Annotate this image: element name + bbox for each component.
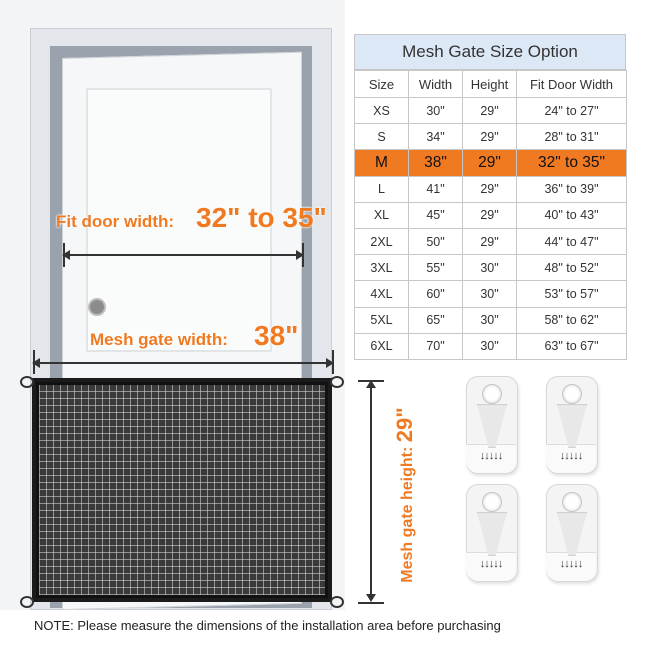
cell-height: 29"	[463, 98, 517, 124]
down-arrows-icon: ↓↓↓↓↓	[559, 558, 583, 570]
gate-strap-top-left	[20, 376, 34, 388]
cell-size: 3XL	[355, 255, 409, 281]
screw-icon	[482, 384, 502, 404]
cell-size: S	[355, 124, 409, 150]
cell-fit-door-width: 32" to 35"	[517, 150, 627, 176]
size-table-title: Mesh Gate Size Option	[354, 34, 626, 70]
gate-width-tick-left	[33, 350, 35, 374]
down-arrows-icon: ↓↓↓↓↓	[479, 450, 503, 462]
cell-size: XS	[355, 98, 409, 124]
table-row	[355, 333, 627, 359]
adhesive-hook-2	[542, 376, 600, 472]
fit-door-width-label: Fit door width:	[56, 212, 175, 231]
cell-height: 30"	[463, 281, 517, 307]
header-fit-door-width: Fit Door Width	[517, 71, 627, 98]
size-table	[354, 34, 626, 360]
screw-icon	[562, 492, 582, 512]
header-width: Width	[409, 71, 463, 98]
cell-fit-door-width: 48" to 52"	[517, 255, 627, 281]
gate-strap-bottom-right	[330, 596, 344, 608]
table-row	[355, 124, 627, 150]
mesh-gate-height-value: 29"	[392, 407, 417, 443]
cell-height: 29"	[463, 124, 517, 150]
fit-door-width-value: 32" to 35"	[196, 202, 327, 233]
cell-fit-door-width: 28" to 31"	[517, 124, 627, 150]
adhesive-hook-3	[462, 484, 520, 580]
cell-fit-door-width: 36" to 39"	[517, 176, 627, 202]
cell-fit-door-width: 24" to 27"	[517, 98, 627, 124]
cell-fit-door-width: 40" to 43"	[517, 202, 627, 228]
cell-size: 6XL	[355, 333, 409, 359]
header-height: Height	[463, 71, 517, 98]
cell-size: M	[355, 150, 409, 176]
gate-height-tick-top	[358, 380, 384, 382]
screw-icon	[562, 384, 582, 404]
mesh-gate-width-value: 38"	[254, 320, 299, 351]
table-row	[355, 255, 627, 281]
fit-width-line	[64, 254, 302, 256]
adhesive-hook-1	[462, 376, 520, 472]
gate-strap-top-right	[330, 376, 344, 388]
fit-width-tick-right	[302, 243, 304, 267]
cell-fit-door-width: 44" to 47"	[517, 228, 627, 254]
cell-fit-door-width: 58" to 62"	[517, 307, 627, 333]
mesh-gate-width-label: Mesh gate width:	[90, 330, 228, 349]
cell-width: 41"	[409, 176, 463, 202]
door-knob	[88, 298, 106, 316]
mesh-gate	[32, 378, 332, 602]
table-header-row	[355, 71, 627, 98]
gate-strap-bottom-left	[20, 596, 34, 608]
cell-height: 29"	[463, 176, 517, 202]
cell-size: 2XL	[355, 228, 409, 254]
cell-width: 70"	[409, 333, 463, 359]
gate-height-arrow-down	[366, 594, 376, 602]
cell-height: 30"	[463, 307, 517, 333]
table-row	[355, 176, 627, 202]
down-arrows-icon: ↓↓↓↓↓	[479, 558, 503, 570]
cell-fit-door-width: 53" to 57"	[517, 281, 627, 307]
gate-height-tick-bottom	[358, 602, 384, 604]
size-table-grid	[354, 70, 627, 360]
measure-note: NOTE: Please measure the dimensions of the installation area before purchasing	[34, 618, 501, 633]
cell-height: 30"	[463, 255, 517, 281]
cell-width: 55"	[409, 255, 463, 281]
table-row	[355, 307, 627, 333]
cell-width: 38"	[409, 150, 463, 176]
cell-width: 30"	[409, 98, 463, 124]
table-row	[355, 150, 627, 176]
gate-width-tick-right	[332, 350, 334, 374]
mesh-gate-height-label: Mesh gate height:	[399, 446, 416, 583]
cell-size: L	[355, 176, 409, 202]
screw-icon	[482, 492, 502, 512]
gate-height-line	[370, 382, 372, 600]
cell-height: 29"	[463, 228, 517, 254]
cell-size: XL	[355, 202, 409, 228]
fit-width-tick-left	[63, 243, 65, 267]
table-row	[355, 202, 627, 228]
table-row	[355, 98, 627, 124]
table-row	[355, 228, 627, 254]
cell-height: 29"	[463, 150, 517, 176]
cell-width: 65"	[409, 307, 463, 333]
down-arrows-icon: ↓↓↓↓↓	[559, 450, 583, 462]
cell-height: 29"	[463, 202, 517, 228]
cell-size: 4XL	[355, 281, 409, 307]
cell-width: 50"	[409, 228, 463, 254]
cell-fit-door-width: 63" to 67"	[517, 333, 627, 359]
table-row	[355, 281, 627, 307]
header-size: Size	[355, 71, 409, 98]
cell-width: 60"	[409, 281, 463, 307]
gate-width-line	[34, 362, 332, 364]
adhesive-hook-4	[542, 484, 600, 580]
cell-size: 5XL	[355, 307, 409, 333]
mesh-netting	[39, 385, 325, 595]
cell-height: 30"	[463, 333, 517, 359]
gate-height-annotation	[385, 400, 425, 590]
cell-width: 34"	[409, 124, 463, 150]
cell-width: 45"	[409, 202, 463, 228]
